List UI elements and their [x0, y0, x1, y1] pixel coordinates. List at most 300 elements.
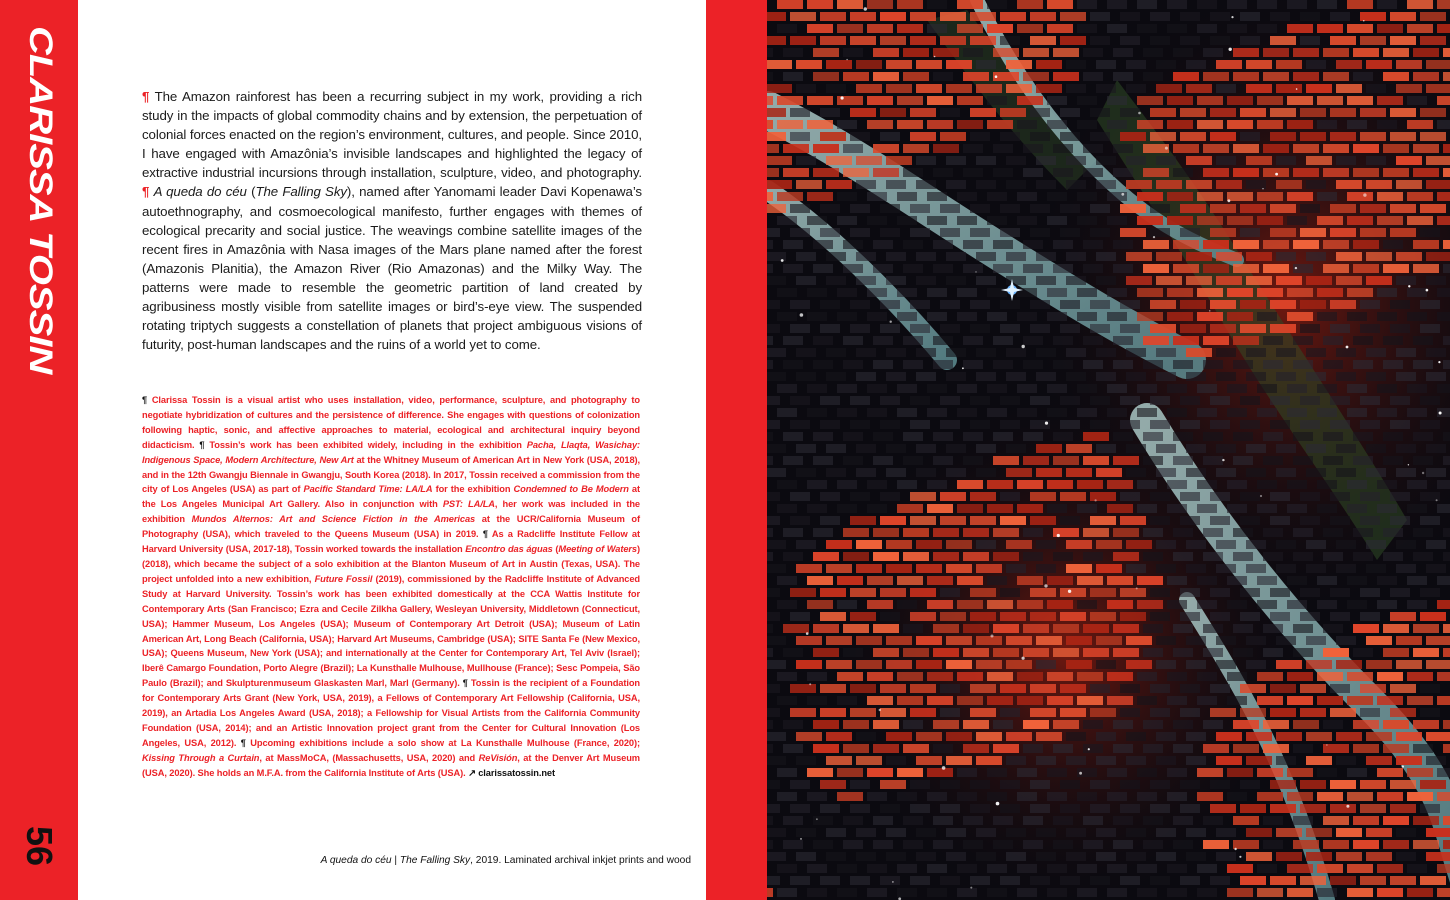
woven-dark-strip [850, 396, 870, 405]
woven-dark-strip [1126, 468, 1146, 477]
woven-dark-strip [1113, 744, 1133, 753]
woven-dark-strip [1167, 768, 1187, 777]
woven-dark-strip [1390, 396, 1410, 405]
woven-red-strip [1383, 144, 1409, 153]
woven-dark-strip [1156, 828, 1176, 837]
woven-red-strip [1173, 336, 1199, 345]
woven-dark-strip [856, 180, 876, 189]
woven-dark-strip [790, 132, 810, 141]
woven-red-strip [837, 576, 863, 585]
woven-dark-strip [1113, 72, 1133, 81]
woven-dark-strip [910, 228, 930, 237]
woven-red-strip [873, 528, 899, 537]
woven-red-strip [993, 648, 1019, 657]
woven-red-strip [873, 72, 899, 81]
woven-red-strip [1150, 132, 1176, 141]
woven-dark-strip [767, 804, 780, 813]
woven-red-strip [1053, 648, 1079, 657]
woven-dark-strip [1036, 180, 1056, 189]
woven-dark-strip [1216, 636, 1236, 645]
woven-red-strip [1060, 612, 1086, 621]
woven-dark-strip [1023, 840, 1043, 849]
woven-dark-strip [1396, 444, 1416, 453]
woven-red-strip [897, 120, 923, 129]
woven-dark-strip [1167, 408, 1187, 417]
woven-dark-strip [1113, 240, 1133, 249]
woven-dark-strip [1240, 516, 1260, 525]
woven-dark-strip [1293, 336, 1313, 345]
woven-red-strip [886, 156, 912, 165]
woven-dark-strip [1096, 84, 1116, 93]
woven-dark-strip [1137, 888, 1157, 897]
woven-dark-strip [1270, 12, 1290, 21]
woven-red-strip [1426, 252, 1450, 261]
woven-dark-strip [1053, 744, 1073, 753]
woven-dark-strip [1330, 588, 1350, 597]
woven-red-strip [886, 732, 912, 741]
woven-red-strip [1083, 648, 1109, 657]
woven-dark-strip [987, 888, 1007, 897]
woven-red-strip [767, 144, 779, 153]
woven-red-strip [767, 888, 773, 897]
woven-red-strip [970, 492, 996, 501]
woven-dark-strip [783, 432, 803, 441]
woven-dark-strip [946, 276, 966, 285]
woven-dark-strip [970, 132, 990, 141]
woven-dark-strip [837, 120, 857, 129]
woven-red-strip [1293, 48, 1319, 57]
woven-dark-strip [1060, 396, 1080, 405]
woven-red-strip [1120, 588, 1146, 597]
woven-red-strip [1227, 312, 1253, 321]
artwork-title: A queda do céu [153, 184, 247, 200]
woven-dark-strip [1347, 768, 1367, 777]
woven-dark-strip [1377, 600, 1397, 609]
woven-dark-strip [1090, 204, 1110, 213]
woven-red-strip [813, 48, 839, 57]
woven-dark-strip [1143, 648, 1163, 657]
woven-dark-strip [1113, 168, 1133, 177]
woven-dark-strip [1306, 60, 1326, 69]
woven-dark-strip [820, 876, 840, 885]
woven-red-strip [1257, 192, 1283, 201]
woven-dark-strip [1017, 120, 1037, 129]
woven-dark-strip [767, 648, 773, 657]
woven-dark-strip [1077, 0, 1097, 9]
woven-dark-strip [1107, 312, 1127, 321]
woven-red-strip [1060, 36, 1086, 45]
woven-dark-strip [1216, 564, 1236, 573]
woven-dark-strip [1323, 528, 1343, 537]
woven-dark-strip [1107, 96, 1127, 105]
woven-dark-strip [957, 768, 977, 777]
woven-red-strip [1317, 24, 1343, 33]
woven-red-strip [1126, 180, 1152, 189]
woven-red-strip [1210, 708, 1236, 717]
woven-red-strip [1420, 108, 1446, 117]
woven-red-strip [1263, 264, 1289, 273]
woven-red-strip [1300, 708, 1326, 717]
woven-dark-strip [777, 24, 797, 33]
woven-dark-strip [1047, 384, 1067, 393]
woven-red-strip [1137, 120, 1163, 129]
woven-dark-strip [1330, 324, 1350, 333]
woven-red-strip [970, 684, 996, 693]
woven-dark-strip [927, 0, 947, 9]
woven-dark-strip [1120, 108, 1140, 117]
woven-dark-strip [1276, 756, 1296, 765]
woven-red-strip [1407, 120, 1433, 129]
woven-dark-strip [880, 876, 900, 885]
woven-red-strip [1437, 600, 1450, 609]
woven-red-strip [910, 708, 936, 717]
woven-dark-strip [867, 792, 887, 801]
woven-red-strip [1210, 228, 1236, 237]
woven-red-strip [1287, 768, 1313, 777]
woven-dark-strip [1197, 480, 1217, 489]
woven-dark-strip [1437, 312, 1450, 321]
woven-dark-strip [880, 612, 900, 621]
woven-dark-strip [1077, 24, 1097, 33]
woven-dark-strip [927, 864, 947, 873]
woven-dark-strip [1216, 84, 1236, 93]
woven-red-strip [867, 768, 893, 777]
woven-red-strip [1006, 60, 1032, 69]
woven-red-strip [1257, 216, 1283, 225]
woven-red-strip [1317, 696, 1343, 705]
woven-red-strip [1083, 624, 1109, 633]
woven-red-strip [927, 768, 953, 777]
woven-dark-strip [993, 840, 1013, 849]
woven-dark-strip [1216, 372, 1236, 381]
woven-dark-strip [1120, 420, 1140, 429]
woven-dark-strip [1330, 12, 1350, 21]
woven-red-strip [867, 96, 893, 105]
star-dot [1426, 289, 1429, 292]
woven-dark-strip [1203, 648, 1223, 657]
woven-dark-strip [1306, 252, 1326, 261]
woven-dark-strip [1186, 468, 1206, 477]
woven-red-strip [1306, 828, 1332, 837]
woven-dark-strip [1150, 204, 1170, 213]
woven-dark-strip [1420, 396, 1440, 405]
woven-red-strip [1216, 276, 1242, 285]
woven-dark-strip [1143, 456, 1163, 465]
star-dot [942, 766, 946, 770]
woven-dark-strip [1240, 396, 1260, 405]
woven-red-strip [957, 576, 983, 585]
woven-dark-strip [1113, 264, 1133, 273]
woven-red-strip [1270, 228, 1296, 237]
woven-red-strip [1060, 492, 1086, 501]
woven-red-strip [1120, 228, 1146, 237]
star-dot [1239, 856, 1241, 858]
woven-dark-strip [1126, 156, 1146, 165]
woven-dark-strip [1053, 432, 1073, 441]
woven-dark-strip [1000, 204, 1020, 213]
star-dot [1209, 310, 1210, 311]
woven-red-strip [1377, 696, 1403, 705]
woven-dark-strip [1257, 24, 1277, 33]
woven-dark-strip [1066, 180, 1086, 189]
woven-red-strip [1126, 276, 1152, 285]
woven-dark-strip [1323, 552, 1343, 561]
woven-dark-strip [1077, 96, 1097, 105]
woven-dark-strip [976, 444, 996, 453]
woven-red-strip [1360, 204, 1386, 213]
woven-red-strip [1270, 108, 1296, 117]
woven-dark-strip [1113, 48, 1133, 57]
woven-dark-strip [1407, 504, 1427, 513]
woven-red-strip [1257, 696, 1283, 705]
woven-dark-strip [1047, 768, 1067, 777]
woven-dark-strip [1317, 600, 1337, 609]
woven-dark-strip [1366, 564, 1386, 573]
woven-dark-strip [910, 876, 930, 885]
woven-dark-strip [1060, 300, 1080, 309]
woven-dark-strip [1180, 420, 1200, 429]
woven-dark-strip [1180, 876, 1200, 885]
woven-red-strip [1203, 840, 1229, 849]
woven-dark-strip [1143, 432, 1163, 441]
woven-dark-strip [1330, 492, 1350, 501]
woven-dark-strip [1156, 60, 1176, 69]
woven-dark-strip [820, 804, 840, 813]
woven-dark-strip [1006, 828, 1026, 837]
woven-dark-strip [1096, 444, 1116, 453]
woven-dark-strip [767, 240, 773, 249]
woven-red-strip [1233, 720, 1259, 729]
woven-red-strip [987, 480, 1013, 489]
woven-dark-strip [1126, 444, 1146, 453]
woven-dark-strip [767, 444, 786, 453]
woven-red-strip [1366, 636, 1392, 645]
woven-dark-strip [1120, 36, 1140, 45]
woven-red-strip [1173, 72, 1199, 81]
woven-dark-strip [1287, 408, 1307, 417]
woven-red-strip [1347, 696, 1373, 705]
woven-red-strip [1263, 144, 1289, 153]
woven-red-strip [1263, 48, 1289, 57]
artist-website-link[interactable]: ↗ clarissatossin.net [468, 767, 555, 778]
woven-red-strip [873, 648, 899, 657]
woven-dark-strip [1306, 372, 1326, 381]
woven-red-strip [1197, 120, 1223, 129]
woven-red-strip [1390, 36, 1416, 45]
woven-dark-strip [1227, 384, 1247, 393]
woven-dark-strip [940, 876, 960, 885]
woven-dark-strip [807, 672, 827, 681]
woven-dark-strip [826, 468, 846, 477]
woven-dark-strip [963, 264, 983, 273]
woven-red-strip [767, 36, 786, 45]
woven-red-strip [1263, 240, 1289, 249]
woven-dark-strip [1443, 336, 1450, 345]
woven-dark-strip [957, 192, 977, 201]
woven-dark-strip [1443, 432, 1450, 441]
woven-dark-strip [1083, 48, 1103, 57]
woven-red-strip [1137, 288, 1163, 297]
woven-dark-strip [1107, 120, 1127, 129]
woven-red-strip [1306, 852, 1332, 861]
woven-dark-strip [1293, 648, 1313, 657]
woven-dark-strip [767, 876, 780, 885]
pilcrow-mark: ¶ [142, 184, 150, 200]
woven-red-strip [1287, 96, 1313, 105]
woven-red-strip [1413, 624, 1439, 633]
woven-dark-strip [767, 564, 786, 573]
woven-dark-strip [946, 348, 966, 357]
woven-dark-strip [880, 132, 900, 141]
woven-red-strip [796, 564, 822, 573]
woven-red-strip [886, 84, 912, 93]
woven-red-strip [1233, 336, 1259, 345]
woven-red-strip [1227, 864, 1253, 873]
woven-red-strip [963, 744, 989, 753]
woven-red-strip [1300, 228, 1326, 237]
woven-red-strip [1137, 192, 1163, 201]
woven-dark-strip [1120, 684, 1140, 693]
woven-dark-strip [1347, 312, 1367, 321]
woven-dark-strip [1137, 792, 1157, 801]
woven-red-strip [1113, 552, 1139, 561]
woven-red-strip [897, 576, 923, 585]
woven-dark-strip [767, 396, 780, 405]
woven-red-strip [1336, 60, 1362, 69]
woven-dark-strip [1257, 480, 1277, 489]
woven-dark-strip [826, 348, 846, 357]
woven-dark-strip [1053, 264, 1073, 273]
woven-dark-strip [1167, 696, 1187, 705]
woven-red-strip [1257, 792, 1283, 801]
woven-red-strip [916, 60, 942, 69]
woven-dark-strip [1377, 312, 1397, 321]
woven-dark-strip [1257, 864, 1277, 873]
woven-red-strip [856, 540, 882, 549]
woven-dark-strip [1203, 624, 1223, 633]
woven-dark-strip [1017, 888, 1037, 897]
woven-red-strip [1053, 456, 1079, 465]
woven-dark-strip [963, 168, 983, 177]
woven-dark-strip [1156, 660, 1176, 669]
woven-dark-strip [1090, 804, 1110, 813]
woven-red-strip [1246, 252, 1272, 261]
woven-red-strip [1396, 60, 1422, 69]
woven-red-strip [807, 600, 833, 609]
woven-dark-strip [1053, 168, 1073, 177]
woven-dark-strip [850, 132, 870, 141]
woven-dark-strip [1383, 432, 1403, 441]
woven-dark-strip [987, 408, 1007, 417]
woven-red-strip [1306, 84, 1332, 93]
woven-red-strip [1257, 672, 1283, 681]
woven-dark-strip [910, 420, 930, 429]
woven-red-strip [1047, 600, 1073, 609]
woven-dark-strip [1023, 336, 1043, 345]
star-dot [1222, 459, 1224, 461]
woven-dark-strip [1360, 324, 1380, 333]
woven-dark-strip [790, 492, 810, 501]
woven-dark-strip [1036, 252, 1056, 261]
woven-red-strip [910, 108, 936, 117]
woven-red-strip [946, 564, 972, 573]
woven-dark-strip [1186, 756, 1206, 765]
page-number: 56 [19, 826, 60, 867]
woven-dark-strip [1017, 216, 1037, 225]
woven-red-strip [1366, 180, 1392, 189]
woven-red-strip [856, 84, 882, 93]
woven-dark-strip [767, 612, 780, 621]
woven-red-strip [790, 36, 816, 45]
woven-red-strip [1036, 84, 1062, 93]
woven-dark-strip [1060, 228, 1080, 237]
woven-red-strip [1347, 288, 1373, 297]
woven-dark-strip [916, 156, 936, 165]
woven-red-strip [1066, 540, 1092, 549]
star-dot [1408, 285, 1410, 287]
woven-dark-strip [1426, 564, 1446, 573]
woven-dark-strip [1120, 396, 1140, 405]
woven-red-strip [790, 588, 816, 597]
woven-dark-strip [1000, 132, 1020, 141]
woven-dark-strip [767, 780, 780, 789]
woven-red-strip [1197, 96, 1223, 105]
woven-red-strip [813, 648, 839, 657]
woven-red-strip [1366, 732, 1392, 741]
woven-dark-strip [970, 204, 990, 213]
woven-dark-strip [767, 840, 773, 849]
woven-red-strip [1113, 528, 1139, 537]
woven-dark-strip [1113, 720, 1133, 729]
woven-dark-strip [1107, 792, 1127, 801]
woven-red-strip [957, 696, 983, 705]
woven-red-strip [1336, 180, 1362, 189]
woven-dark-strip [837, 888, 857, 897]
woven-dark-strip [1413, 528, 1433, 537]
woven-dark-strip [1383, 456, 1403, 465]
woven-dark-strip [916, 180, 936, 189]
woven-red-strip [1150, 108, 1176, 117]
woven-dark-strip [873, 264, 893, 273]
woven-dark-strip [1156, 732, 1176, 741]
woven-red-strip [1066, 468, 1092, 477]
woven-dark-strip [820, 300, 840, 309]
woven-red-strip [1330, 36, 1356, 45]
woven-red-strip [987, 600, 1013, 609]
woven-red-strip [1126, 540, 1152, 549]
woven-dark-strip [1096, 372, 1116, 381]
woven-dark-strip [1407, 384, 1427, 393]
woven-dark-strip [1006, 348, 1026, 357]
woven-red-strip [767, 96, 773, 105]
woven-dark-strip [987, 864, 1007, 873]
woven-dark-strip [1407, 96, 1427, 105]
woven-red-strip [1276, 276, 1302, 285]
woven-red-strip [856, 60, 882, 69]
woven-red-strip [1383, 840, 1409, 849]
woven-red-strip [940, 36, 966, 45]
woven-dark-strip [1426, 468, 1446, 477]
woven-red-strip [1006, 660, 1032, 669]
star-dot [1439, 412, 1442, 415]
woven-red-strip [1246, 276, 1272, 285]
woven-red-strip [1090, 492, 1116, 501]
woven-red-strip [1156, 180, 1182, 189]
woven-dark-strip [1216, 828, 1236, 837]
woven-dark-strip [1137, 672, 1157, 681]
woven-red-strip [940, 132, 966, 141]
woven-dark-strip [790, 300, 810, 309]
